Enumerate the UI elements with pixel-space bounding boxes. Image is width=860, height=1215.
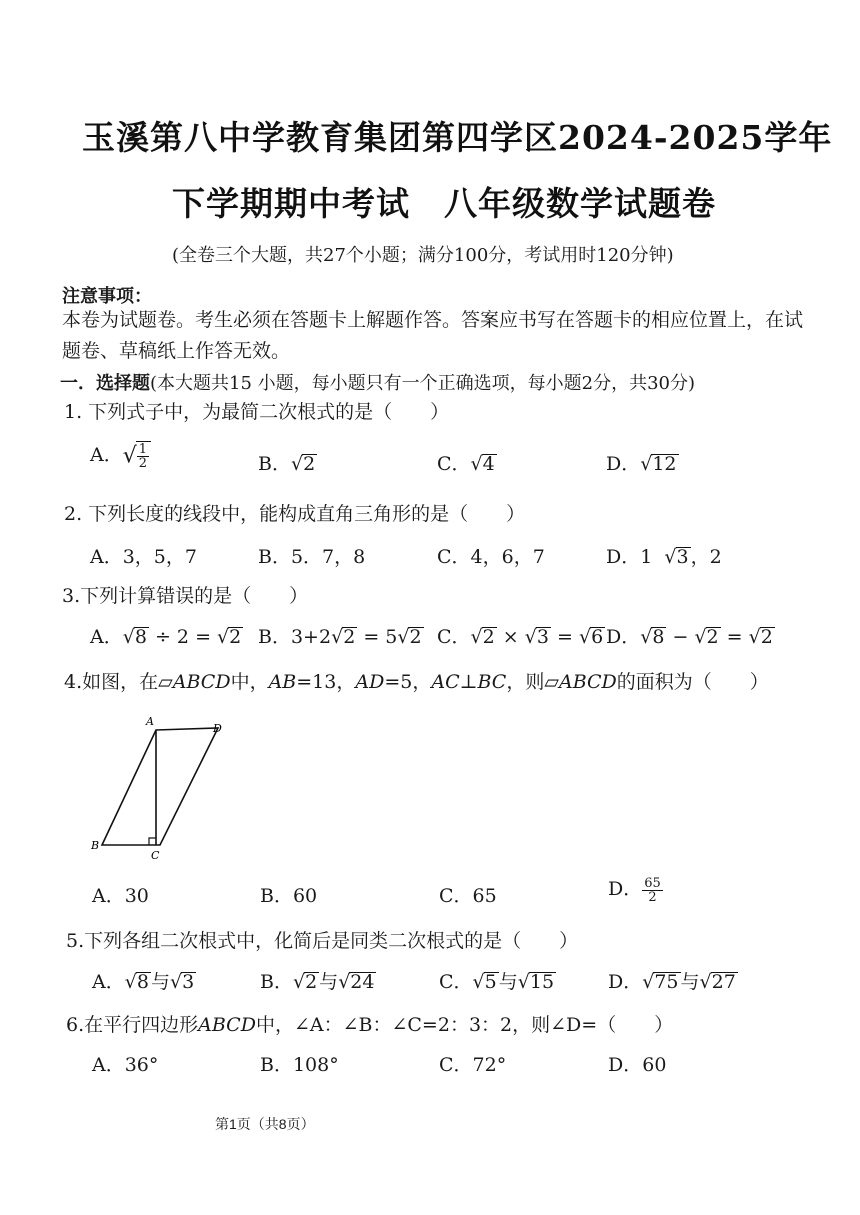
q4-option-c: C．65 — [439, 885, 497, 907]
notice-text: 本卷为试题卷。考生必须在答题卡上解题作答。答案应书写在答题卡的相应位置上，在试题卷、草稿纸上作答无效。 — [62, 309, 804, 362]
q5-option-b: B．√2 与√24 — [260, 971, 375, 993]
q1-option-b: B．√2 — [258, 453, 316, 475]
q3-option-a: A．√8 ÷ 2 = √2 — [90, 626, 242, 648]
q1-option-a: A．√ $\frac{1}{2}$ — [90, 440, 151, 470]
vertex-b-label: B — [91, 839, 100, 852]
q2-option-a: A．3，5，7 — [90, 546, 197, 568]
q2-option-d: D．1 √3 ，2 — [606, 546, 722, 568]
question-5-stem: 5.下列各组二次根式中，化简后是同类二次根式的是（ ） — [66, 930, 579, 952]
question-1-stem: 1. 下列式子中，为最简二次根式的是（ ） — [64, 401, 450, 423]
exam-subject: 八年级数学试题卷 — [444, 184, 716, 223]
q6-option-b: B．108° — [260, 1054, 339, 1076]
q2-option-b: B．5．7，8 — [258, 546, 366, 568]
section-heading — [60, 369, 695, 395]
question-4-stem: 4.如图，在▱ABCD中，AB=13，AD=5，AC⊥BC，则▱ABCD的面积为（ ） — [64, 671, 769, 693]
q4-option-b: B．60 — [260, 885, 318, 907]
vertex-a-label: A — [146, 715, 154, 728]
q3-option-d: D．√8 − √2 = √2 — [606, 626, 773, 648]
question-3-stem: 3.下列计算错误的是（ ） — [62, 585, 309, 607]
vertex-c-label: C — [151, 849, 160, 862]
parallelogram-figure — [88, 710, 248, 870]
parallelogram-abcd — [102, 728, 218, 845]
q5-option-a: A．√8 与√3 — [92, 971, 195, 993]
q6-option-c: C．72° — [439, 1054, 507, 1076]
exam-title-line1: 玉溪第八中学教育集团第四学区2024-2025学年 — [82, 118, 833, 157]
q5-option-d: D．√75 与√27 — [608, 971, 736, 993]
q6-option-a: A．36° — [92, 1054, 159, 1076]
page-number: 第1页（共8页） — [215, 1116, 315, 1132]
q5-option-c: C．√5 与√15 — [439, 971, 555, 993]
question-6-stem: 6.在平行四边形ABCD中，∠A：∠B：∠C=2：3：2，则∠D=（ ） — [66, 1014, 674, 1036]
q2-option-c: C．4，6，7 — [437, 546, 545, 568]
section-title: 一．选择题 — [60, 373, 150, 394]
notice-heading: 注意事项： — [62, 286, 152, 307]
q4-option-a: A．30 — [92, 885, 149, 907]
vertex-d-label: D — [213, 722, 222, 735]
q4-option-d: D． $\frac{65}{2}$ — [608, 875, 661, 905]
exam-title-line2 — [172, 178, 716, 225]
q3-option-b: B．3+2√2 = 5√2 — [258, 626, 422, 648]
exam-term: 下学期期中考试 — [172, 184, 410, 223]
q6-option-d: D．60 — [608, 1054, 667, 1076]
right-angle-mark — [149, 838, 156, 845]
q3-option-c: C．√2 × √3 = √6 — [437, 626, 604, 648]
section-note: (本大题共15 小题，每小题只有一个正确选项，每小题2分，共30分) — [150, 373, 696, 394]
exam-subtitle: (全卷三个大题，共27个小题；满分100分，考试用时120分钟) — [172, 245, 674, 266]
q1-option-d: D．√12 — [606, 453, 677, 475]
q1-option-c: C．√4 — [437, 453, 495, 475]
question-2-stem: 2. 下列长度的线段中，能构成直角三角形的是（ ） — [64, 503, 526, 525]
